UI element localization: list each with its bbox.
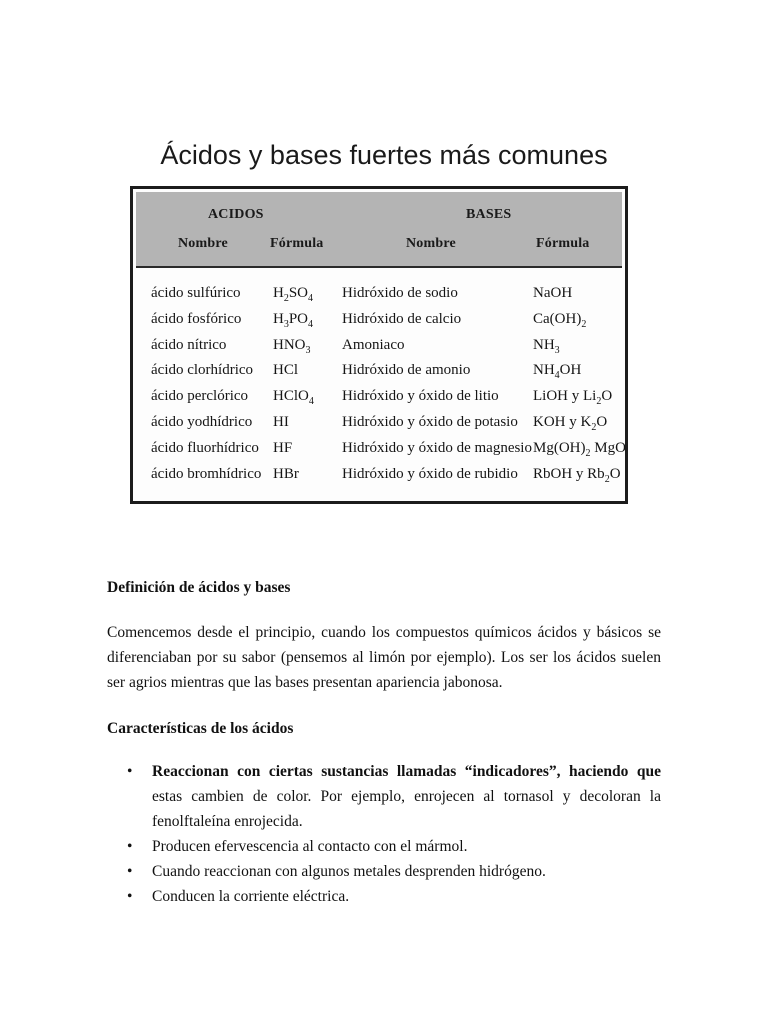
list-item-text: Conducen la corriente eléctrica. [152,888,350,905]
section-heading: Características de los ácidos [107,720,294,737]
acid-name-cell: ácido fosfórico [151,310,242,327]
base-formula-column-header: Fórmula [536,236,590,251]
table-header [136,192,622,268]
acid-formula-column-header: Fórmula [270,236,324,251]
acid-name-cell: ácido perclórico [151,388,249,405]
list-item [107,884,661,909]
bullet-icon: • [127,863,133,880]
acid-formula-cell: HBr [273,465,299,482]
bold-lead-text: Reaccionan con ciertas sustancias llamadas “indicadores”, haciendo que [152,763,661,780]
bullet-icon: • [127,763,133,780]
base-formula-cell: RbOH y $Rb_2O$ [533,465,621,485]
acid-name-cell: ácido clorhídrico [151,362,254,379]
base-name-cell: Hidróxido y óxido de rubidio [342,465,518,482]
bullet-icon: • [127,888,133,905]
characteristics-list [107,759,661,909]
base-name-cell: Hidróxido de amonio [342,362,471,379]
list-item-text: Producen efervescencia al contacto con el mármol. [152,838,468,855]
acid-formula-cell: HI [273,414,289,430]
acid-formula-cell: $H_2SO_4$ [273,285,314,304]
acids-bases-table [130,186,628,504]
page-title: Ácidos y bases fuertes más comunes [160,140,608,170]
acids-group-header: ACIDOS [208,207,264,222]
list-item [107,859,661,884]
acid-name-cell: ácido nítrico [151,336,227,353]
base-name-cell: Amoniaco [342,336,405,353]
acid-formula-cell: HF [273,439,293,456]
base-name-column-header: Nombre [406,236,456,251]
base-formula-cell: $NH_3$ [533,336,560,356]
base-name-cell: Hidróxido de calcio [342,310,462,327]
list-item [107,834,661,859]
acid-name-cell: ácido bromhídrico [151,465,262,482]
base-formula-cell: $NH_4OH$ [533,362,582,382]
acid-formula-cell: HClO$_4$ [273,388,314,408]
section-heading: Definición de ácidos y bases [107,579,291,596]
acid-formula-cell: $HNO_3$ [273,336,311,356]
acid-name-cell: ácido fluorhídrico [151,439,259,456]
list-item [107,759,661,834]
base-name-cell: Hidróxido y óxido de litio [342,388,499,405]
base-formula-cell: NaOH [533,285,573,301]
bases-group-header: BASES [466,207,512,222]
base-formula-cell: $Mg(OH)_2$ MgO [533,439,626,459]
base-formula-cell: KOH y $K_2O$ [533,414,608,433]
base-formula-cell: LiOH y $Li_2O$ [533,388,613,408]
list-item-text: estas cambien de color. Por ejemplo, enrojecen al tornasol y decoloran la fenolftaleína enrojecida. [152,788,661,830]
acid-formula-cell: HCl [273,362,299,379]
definition-paragraph: Comencemos desde el principio, cuando los compuestos químicos ácidos y básicos se diferenciaban por su sabor (pensemos al limón por ejemplo). Los ser los ácidos suelen ser agrios mientras que las bases presentan apariencia jabonosa. [107,624,661,691]
acid-formula-cell: $H_3PO_4$ [273,310,314,330]
base-name-cell: Hidróxido y óxido de magnesio [342,439,532,456]
bullet-icon: • [127,838,133,855]
base-name-cell: Hidróxido de sodio [342,285,458,301]
base-name-cell: Hidróxido y óxido de potasio [342,414,518,430]
list-item-text: Cuando reaccionan con algunos metales desprenden hidrógeno. [152,863,546,880]
acid-name-cell: ácido sulfúrico [151,285,241,301]
acid-name-cell: ácido yodhídrico [151,414,253,430]
acid-name-column-header: Nombre [178,236,228,251]
base-formula-cell: $Ca(OH)_2$ [533,310,587,330]
section-definition [107,575,661,909]
